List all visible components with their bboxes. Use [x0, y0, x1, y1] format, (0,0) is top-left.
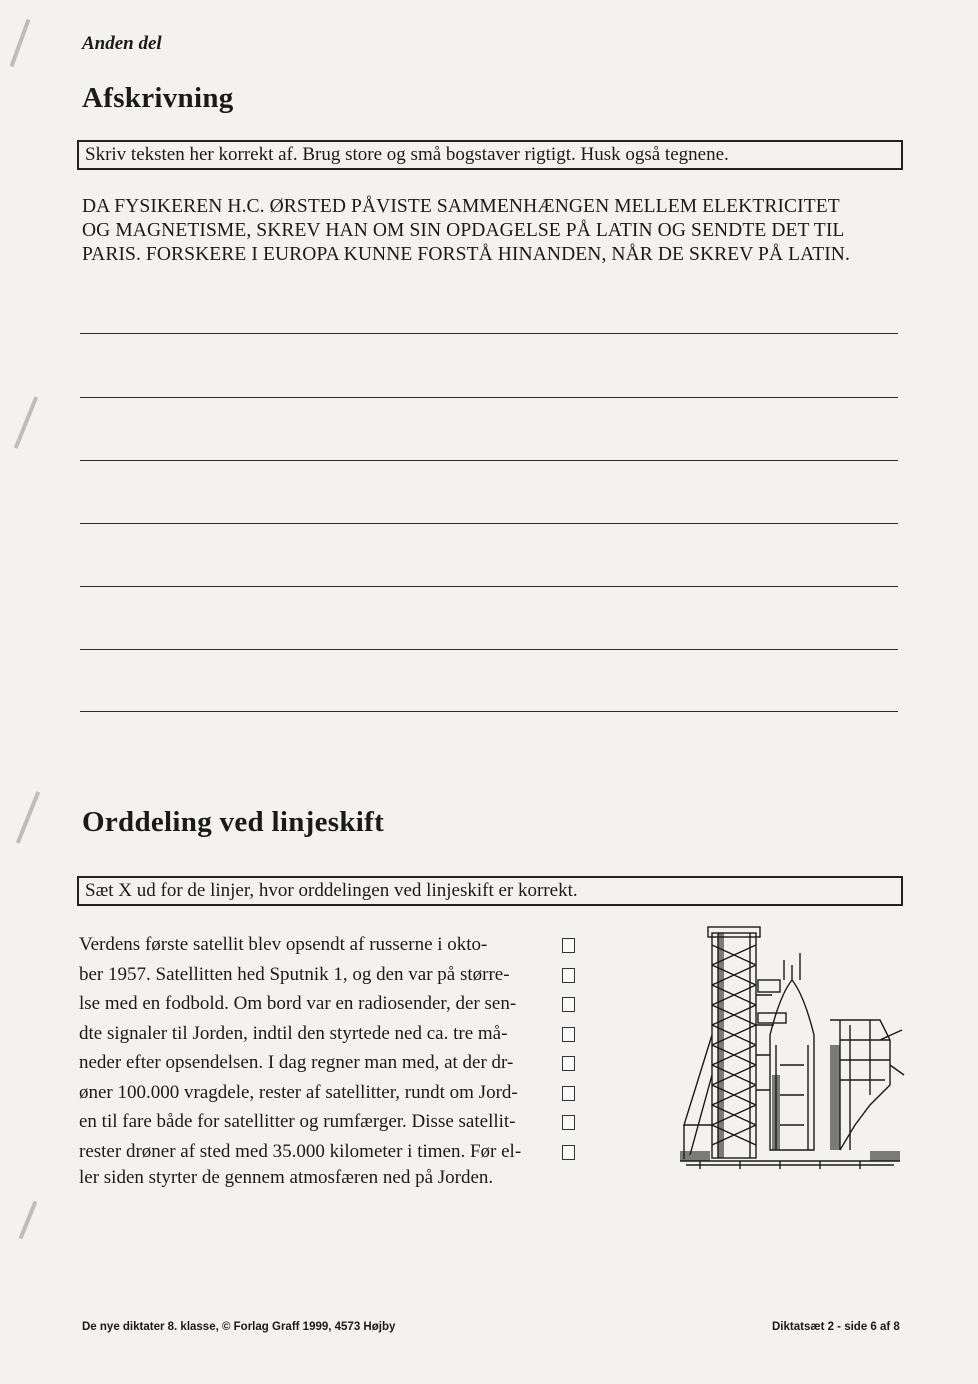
hyphenation-text [79, 930, 589, 1190]
hyphenation-line: lse med en fodbold. Om bord var en radiosender, der sen- [79, 993, 517, 1014]
copy-text-line: DA FYSIKEREN H.C. ØRSTED PÅVISTE SAMMENHÆNGEN MELLEM ELEKTRICITET [82, 196, 840, 217]
part-label: Anden del [82, 33, 162, 54]
footer-copyright: De nye diktater 8. klasse, © Forlag Graff 1999, 4573 Højby [82, 1321, 396, 1333]
checkbox[interactable] [562, 1056, 575, 1071]
list-item [79, 989, 589, 1019]
checkbox[interactable] [562, 1145, 575, 1160]
list-item [79, 1019, 589, 1049]
binder-mark [19, 1201, 38, 1240]
writing-line[interactable] [80, 586, 898, 587]
writing-line[interactable] [80, 523, 898, 524]
instruction-box-afskrivning: Skriv teksten her korrekt af. Brug store og små bogstaver rigtigt. Husk også tegnene. [77, 140, 903, 170]
copy-text [82, 195, 902, 267]
writing-line[interactable] [80, 333, 898, 334]
hyphenation-line: en til fare både for satellitter og rumfærger. Disse satellit- [79, 1111, 516, 1132]
hyphenation-line: ler siden styrter de gennem atmosfæren ned på Jorden. [79, 1167, 494, 1188]
binder-mark [10, 19, 31, 67]
writing-line[interactable] [80, 649, 898, 650]
writing-line[interactable] [80, 711, 898, 712]
hyphenation-line: Verdens første satellit blev opsendt af russerne i okto- [79, 934, 488, 955]
binder-mark [14, 396, 38, 448]
hyphenation-line: neder efter opsendelsen. I dag regner man med, at der dr- [79, 1052, 514, 1073]
checkbox[interactable] [562, 1115, 575, 1130]
copy-text-line: OG MAGNETISME, SKREV HAN OM SIN OPDAGELSE PÅ LATIN OG SENDTE DET TIL [82, 220, 845, 241]
list-item [79, 960, 589, 990]
footer-page-number: Diktatsæt 2 - side 6 af 8 [772, 1321, 900, 1333]
writing-line[interactable] [80, 460, 898, 461]
checkbox[interactable] [562, 1086, 575, 1101]
list-item [79, 1166, 589, 1190]
list-item [79, 930, 589, 960]
checkbox[interactable] [562, 1027, 575, 1042]
hyphenation-line: ber 1957. Satellitten hed Sputnik 1, og den var på større- [79, 963, 510, 985]
instruction-box-orddeling: Sæt X ud for de linjer, hvor orddelingen ved linjeskift er korrekt. [77, 876, 903, 906]
checkbox[interactable] [562, 968, 575, 983]
section-title-afskrivning: Afskrivning [82, 82, 234, 114]
checkbox[interactable] [562, 938, 575, 953]
hyphenation-line: øner 100.000 vragdele, rester af satellitter, rundt om Jord- [79, 1081, 518, 1103]
binder-mark [16, 791, 40, 843]
list-item [79, 1078, 589, 1108]
launch-tower-illustration [680, 925, 905, 1175]
section-title-orddeling: Orddeling ved linjeskift [82, 806, 385, 838]
checkbox[interactable] [562, 997, 575, 1012]
list-item [79, 1107, 589, 1137]
writing-line[interactable] [80, 397, 898, 398]
list-item [79, 1048, 589, 1078]
hyphenation-line: dte signaler til Jorden, indtil den styrtede ned ca. tre må- [79, 1022, 508, 1044]
hyphenation-line: rester drøner af sted med 35.000 kilometer i timen. Før el- [79, 1140, 522, 1162]
list-item [79, 1137, 589, 1167]
copy-text-line: PARIS. FORSKERE I EUROPA KUNNE FORSTÅ HINANDEN, NÅR DE SKREV PÅ LATIN. [82, 244, 850, 265]
